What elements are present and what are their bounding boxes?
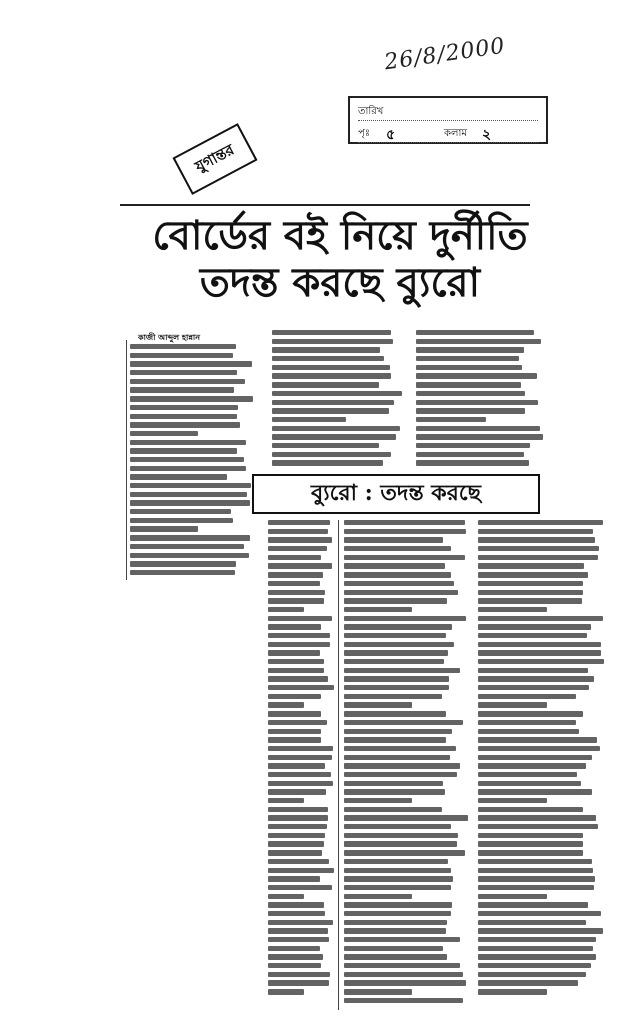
body-text-line <box>344 642 454 647</box>
body-text-line <box>268 624 321 629</box>
body-text-line <box>344 781 443 786</box>
body-text-line <box>344 859 448 864</box>
body-text-line <box>478 598 582 603</box>
body-text-line <box>268 537 332 542</box>
body-text-line <box>478 911 601 916</box>
body-text-line <box>344 607 412 612</box>
body-text-line <box>416 443 530 448</box>
body-text-line <box>130 466 246 471</box>
body-text-line <box>416 373 537 378</box>
body-text-line <box>130 457 244 462</box>
body-text-line <box>478 694 576 699</box>
ref-row-page <box>358 124 538 143</box>
body-text-line <box>268 972 330 977</box>
body-text-column-5 <box>344 520 468 1007</box>
body-text-line <box>268 642 330 647</box>
body-text-line <box>416 408 525 413</box>
body-text-line <box>130 544 244 549</box>
body-text-column-3 <box>416 330 544 469</box>
body-text-line <box>268 755 332 760</box>
body-text-line <box>272 408 389 413</box>
body-text-line <box>344 720 463 725</box>
body-text-line <box>344 668 460 673</box>
body-text-line <box>130 509 231 514</box>
body-text-line <box>478 937 596 942</box>
body-text-line <box>478 607 547 612</box>
body-text-line <box>130 570 235 575</box>
body-text-line <box>344 702 412 707</box>
body-text-line <box>478 642 601 647</box>
body-text-line <box>478 894 547 899</box>
top-rule <box>120 204 530 206</box>
body-text-line <box>478 989 547 994</box>
body-text-line <box>478 624 591 629</box>
body-text-line <box>478 755 592 760</box>
body-text-line <box>268 581 320 586</box>
body-text-line <box>130 483 251 488</box>
body-text-line <box>130 379 245 384</box>
body-text-line <box>478 963 591 968</box>
body-text-line <box>268 520 330 525</box>
body-text-line <box>268 650 320 655</box>
body-text-line <box>478 572 588 577</box>
body-text-line <box>268 928 328 933</box>
body-text-line <box>416 426 540 431</box>
body-text-line <box>130 440 246 445</box>
body-text-line <box>478 720 576 725</box>
body-text-line <box>130 422 240 427</box>
body-text-line <box>344 711 446 716</box>
body-text-column-1 <box>130 344 254 579</box>
body-text-line <box>130 414 237 419</box>
body-text-line <box>478 581 583 586</box>
body-text-line <box>268 763 325 768</box>
body-text-line <box>272 330 391 335</box>
body-text-line <box>478 815 596 820</box>
body-text-line <box>130 405 238 410</box>
body-text-line <box>344 529 466 534</box>
body-text-line <box>478 702 547 707</box>
body-text-line <box>130 396 253 401</box>
body-text-line <box>272 452 391 457</box>
body-text-line <box>478 685 589 690</box>
body-text-line <box>478 650 601 655</box>
body-text-line <box>344 563 445 568</box>
body-text-line <box>478 928 603 933</box>
body-text-line <box>268 555 321 560</box>
body-text-line <box>130 535 250 540</box>
body-text-line <box>268 798 304 803</box>
body-text-line <box>130 361 252 366</box>
body-text-column-6 <box>478 520 604 998</box>
body-text-line <box>272 417 346 422</box>
body-text-line <box>478 859 592 864</box>
body-text-line <box>478 668 588 673</box>
body-text-line <box>130 553 249 558</box>
body-text-line <box>478 563 584 568</box>
body-text-line <box>268 841 324 846</box>
body-text-line <box>478 537 595 542</box>
body-text-line <box>344 954 447 959</box>
body-text-line <box>344 807 442 812</box>
body-text-line <box>478 729 579 734</box>
body-text-line <box>478 946 593 951</box>
body-text-line <box>478 850 583 855</box>
body-text-line <box>268 702 304 707</box>
body-text-line <box>478 763 586 768</box>
column-rule-left <box>126 340 127 580</box>
body-text-line <box>416 452 524 457</box>
body-text-line <box>268 937 329 942</box>
body-text-line <box>272 434 396 439</box>
body-text-line <box>272 356 384 361</box>
body-text-line <box>478 902 588 907</box>
body-text-line <box>344 902 452 907</box>
headline-line-2: তদন্ত করছে ব্যুরো <box>199 259 481 307</box>
ref-column-label: কলাম <box>444 128 467 139</box>
body-text-line <box>272 365 390 370</box>
body-text-line <box>268 850 322 855</box>
body-text-line <box>478 711 583 716</box>
body-text-line <box>268 685 334 690</box>
body-text-line <box>344 894 412 899</box>
body-text-line <box>130 370 237 375</box>
body-text-line <box>478 555 598 560</box>
body-text-line <box>478 520 603 525</box>
ref-row-date <box>358 102 538 121</box>
body-text-line <box>130 492 247 497</box>
body-text-line <box>272 400 394 405</box>
body-text-line <box>344 598 447 603</box>
body-text-line <box>272 443 379 448</box>
body-text-line <box>478 546 599 551</box>
body-text-line <box>478 789 592 794</box>
body-text-line <box>130 526 198 531</box>
body-text-line <box>344 920 447 925</box>
body-text-line <box>268 815 328 820</box>
ref-page-label: পৃঃ <box>358 128 371 139</box>
body-text-line <box>478 868 593 873</box>
body-text-line <box>344 937 460 942</box>
body-text-line <box>268 963 321 968</box>
body-text-line <box>268 737 321 742</box>
body-text-line <box>344 590 458 595</box>
body-text-line <box>268 876 320 881</box>
body-text-line <box>344 755 450 760</box>
body-text-line <box>268 711 321 716</box>
body-text-line <box>478 781 581 786</box>
body-text-line <box>344 876 453 881</box>
newspaper-masthead-stamp: যুগান্তর <box>172 123 257 195</box>
body-text-line <box>268 546 327 551</box>
body-text-line <box>344 885 451 890</box>
body-text-line <box>344 772 457 777</box>
body-text-line <box>478 824 598 829</box>
body-text-line <box>130 500 250 505</box>
body-text-line <box>478 772 577 777</box>
body-text-line <box>268 694 321 699</box>
body-text-line <box>478 972 586 977</box>
body-text-line <box>344 555 465 560</box>
byline: কাজী আব্দুল হান্নান <box>138 333 201 342</box>
body-text-line <box>344 998 463 1003</box>
body-text-line <box>344 659 444 664</box>
body-text-line <box>478 980 578 985</box>
handwritten-date: 26/8/2000 <box>382 33 507 76</box>
body-text-line <box>478 841 583 846</box>
body-text-line <box>478 676 594 681</box>
body-text-line <box>268 946 320 951</box>
body-text-line <box>272 426 400 431</box>
body-text-line <box>268 989 304 994</box>
body-text-line <box>478 737 597 742</box>
body-text-line <box>268 954 323 959</box>
body-text-line <box>344 824 451 829</box>
body-text-line <box>344 841 457 846</box>
body-text-line <box>130 518 233 523</box>
body-text-line <box>268 781 333 786</box>
body-text-line <box>344 763 460 768</box>
ref-page-value: ৫ <box>386 127 396 143</box>
body-text-line <box>268 729 321 734</box>
body-text-line <box>268 911 325 916</box>
body-text-line <box>416 382 521 387</box>
body-text-line <box>268 868 334 873</box>
body-text-line <box>344 624 452 629</box>
body-text-line <box>344 928 446 933</box>
body-text-line <box>344 989 412 994</box>
body-text-line <box>344 746 456 751</box>
body-text-line <box>344 616 466 621</box>
body-text-line <box>268 980 329 985</box>
body-text-line <box>344 798 412 803</box>
body-text-line <box>268 668 324 673</box>
body-text-line <box>344 911 451 916</box>
body-text-line <box>416 434 543 439</box>
body-text-line <box>272 460 383 465</box>
body-text-line <box>268 633 330 638</box>
body-text-line <box>268 746 333 751</box>
body-text-line <box>268 789 326 794</box>
body-text-line <box>344 850 465 855</box>
body-text-line <box>272 339 393 344</box>
ref-column-value: ২ <box>482 127 492 143</box>
body-text-line <box>416 356 519 361</box>
body-text-line <box>478 833 583 838</box>
body-text-line <box>268 807 328 812</box>
body-text-line <box>416 365 522 370</box>
body-text-line <box>268 920 333 925</box>
body-text-line <box>268 676 328 681</box>
body-text-line <box>268 616 332 621</box>
body-text-line <box>478 659 604 664</box>
body-text-line <box>268 563 332 568</box>
body-text-line <box>416 339 541 344</box>
body-text-line <box>478 954 596 959</box>
body-text-line <box>344 833 458 838</box>
body-text-line <box>268 824 327 829</box>
body-text-line <box>130 431 198 436</box>
body-text-line <box>130 448 237 453</box>
body-text-line <box>416 417 486 422</box>
body-text-line <box>478 616 603 621</box>
body-text-line <box>344 963 460 968</box>
body-text-line <box>416 400 538 405</box>
body-text-line <box>344 520 465 525</box>
body-text-line <box>268 833 325 838</box>
headline-line-1: বোর্ডের বই নিয়ে দুর্নীতি <box>152 212 528 259</box>
body-text-line <box>478 920 586 925</box>
body-text-line <box>268 590 325 595</box>
body-text-line <box>268 772 331 777</box>
body-text-line <box>272 391 402 396</box>
body-text-line <box>416 330 534 335</box>
body-text-line <box>130 474 227 479</box>
body-text-line <box>344 676 449 681</box>
body-text-line <box>268 572 323 577</box>
body-text-line <box>130 561 236 566</box>
body-text-line <box>344 815 468 820</box>
body-text-line <box>272 382 379 387</box>
body-text-line <box>344 946 443 951</box>
body-text-line <box>268 902 324 907</box>
body-text-line <box>130 344 236 349</box>
body-text-line <box>416 347 524 352</box>
body-text-line <box>344 537 443 542</box>
body-text-line <box>268 894 304 899</box>
body-text-line <box>130 387 234 392</box>
body-text-line <box>344 694 442 699</box>
body-text-column-4 <box>268 520 334 998</box>
continuation-heading-box: ব্যুরো : তদন্ত করছে <box>252 474 540 514</box>
headline <box>140 212 540 306</box>
body-text-line <box>416 460 529 465</box>
body-text-line <box>344 685 449 690</box>
body-text-line <box>344 633 446 638</box>
body-text-line <box>268 598 324 603</box>
body-text-line <box>478 885 594 890</box>
body-text-line <box>268 720 327 725</box>
body-text-line <box>344 789 445 794</box>
body-text-line <box>268 885 332 890</box>
body-text-line <box>478 633 587 638</box>
body-text-column-2 <box>272 330 406 469</box>
body-text-line <box>268 529 328 534</box>
body-text-line <box>344 972 463 977</box>
body-text-line <box>130 353 233 358</box>
body-text-line <box>478 876 595 881</box>
body-text-line <box>344 729 452 734</box>
body-text-line <box>344 868 451 873</box>
body-text-line <box>272 347 380 352</box>
body-text-line <box>478 798 547 803</box>
body-text-line <box>344 737 446 742</box>
reference-stamp-box <box>348 96 548 144</box>
body-text-line <box>268 659 324 664</box>
body-text-line <box>344 546 451 551</box>
body-text-line <box>478 529 593 534</box>
body-text-line <box>416 391 525 396</box>
body-text-line <box>478 807 583 812</box>
column-rule-middle <box>338 520 339 1010</box>
body-text-line <box>344 572 451 577</box>
body-text-line <box>344 581 454 586</box>
body-text-line <box>272 373 391 378</box>
body-text-line <box>344 980 466 985</box>
body-text-line <box>268 607 304 612</box>
ref-date-label: তারিখ <box>358 106 384 117</box>
body-text-line <box>478 590 583 595</box>
body-text-line <box>344 650 448 655</box>
body-text-line <box>478 746 600 751</box>
body-text-line <box>268 859 329 864</box>
